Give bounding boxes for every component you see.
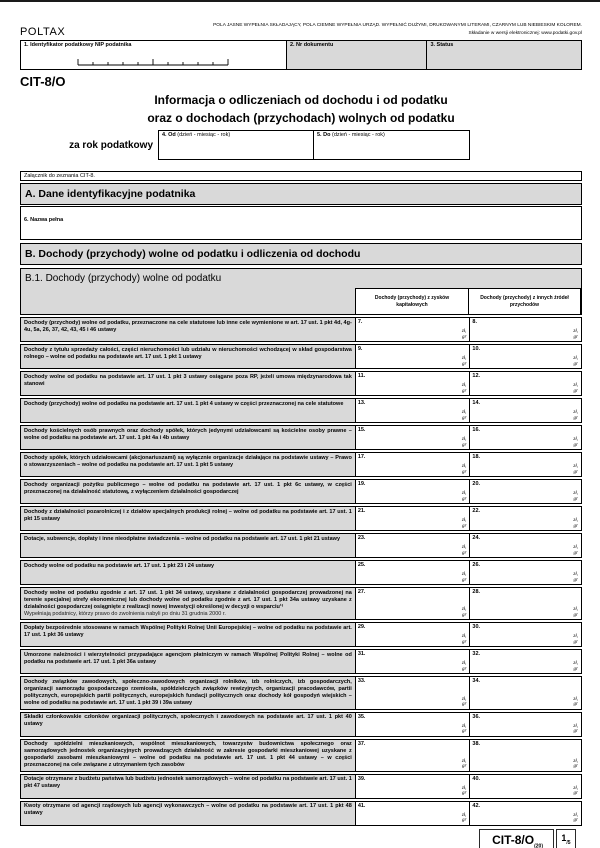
currency-unit: zł, gr — [573, 572, 578, 583]
cell-number: 8. — [472, 319, 477, 326]
row-label — [21, 561, 356, 584]
amount-cell[interactable] — [356, 372, 470, 395]
table-row — [20, 398, 582, 423]
row-label-text: Dochody (przychody) wolne od podatku, przeznaczone na cele statutowe lub inne cele wymienione w art. 17 ust. 1 pkt 4d, 4g-4u, 5a, 26, 37, 42, 43, 45 i 46 ustawy — [24, 319, 352, 333]
page-footer — [20, 829, 582, 848]
amount-cell[interactable] — [356, 345, 470, 368]
amount-cell[interactable] — [356, 534, 470, 557]
form-title — [20, 91, 582, 127]
b1-rows — [20, 317, 582, 825]
row-label — [21, 480, 356, 503]
cell-number: 31. — [357, 651, 366, 658]
amount-cell[interactable] — [356, 561, 470, 584]
poltax-logo: POLTAX — [20, 26, 66, 39]
table-row — [20, 317, 582, 342]
amount-cell[interactable] — [469, 561, 581, 584]
amount-cell[interactable] — [356, 507, 470, 530]
amount-cell[interactable] — [469, 775, 581, 798]
cell-number: 14. — [472, 400, 481, 407]
table-row — [20, 587, 582, 620]
currency-unit: zł, gr — [461, 607, 467, 618]
row-label-text: Dochody spółdzielni mieszkaniowych, wspólnot mieszkaniowych, towarzystw budownictwa społecznego oraz samorządowych jednostek organizacyjnych prowadzących działalność w zakresie gospodarki mieszkaniowej uzyskane z gospodarki zasobami mieszkaniowymi – wolne od podatku na podstawie art. 17 ust. 1 pkt 44 ustawy – w części przeznaczonej na cele związane z utrzymaniem tych zasobów — [24, 741, 352, 769]
cell-number: 30. — [472, 624, 481, 631]
date-to-field[interactable] — [314, 131, 469, 159]
currency-unit: zł, gr — [461, 383, 467, 394]
table-row — [20, 479, 582, 504]
cell-number: 40. — [472, 775, 481, 782]
page-number-badge: $1_{/5}$ — [556, 829, 576, 848]
cell-number: 37. — [357, 740, 366, 747]
section-b1-block — [20, 268, 582, 315]
currency-unit: zł, gr — [461, 437, 467, 448]
amount-cell[interactable] — [469, 588, 581, 619]
row-label-text: Umorzone należności i wierzytelności przypadające agencjom płatniczym w ramach Wspólnej Polityki Rolnej – wolne od podatku na podstawie art. 17 ust. 1 pkt 36a ustawy — [24, 651, 352, 665]
currency-unit: zł, gr — [573, 696, 578, 708]
full-name-label: 6. Nazwa pełna — [24, 217, 64, 224]
cell-number: 10. — [472, 346, 481, 353]
cell-number: 16. — [472, 427, 481, 434]
row-label — [21, 507, 356, 530]
amount-cell[interactable] — [469, 372, 581, 395]
amount-cell[interactable] — [356, 802, 470, 825]
nip-field[interactable] — [20, 40, 287, 70]
status-field — [427, 40, 582, 70]
tax-year-period — [158, 130, 470, 160]
cell-number: 25. — [357, 562, 366, 569]
currency-unit: zł, gr — [461, 696, 467, 708]
amount-cell[interactable] — [356, 318, 470, 341]
amount-cell[interactable] — [356, 740, 470, 771]
currency-unit: zł, gr — [461, 785, 467, 797]
row-label-text: Dochody spółek, których udziałowcami (akcjonariuszami) są wyłącznie organizacje działające na podstawie ustawy – Prawo o stowarzyszeniach – wolne od podatku na podstawie art. 17 ust. 1 pkt 5 ustawy — [24, 454, 352, 468]
row-label — [21, 318, 356, 341]
footer-form-code: CIT-$8/O_{(20)}$ — [479, 829, 554, 848]
cell-number: 39. — [357, 775, 366, 782]
table-row — [20, 739, 582, 772]
date-to-hint: (dzień - miesiąc - rok) — [331, 132, 385, 139]
cell-number: 12. — [472, 373, 481, 380]
cell-number: 36. — [472, 713, 481, 720]
cell-number: 7. — [357, 319, 363, 326]
row-label-text: Dotacje, subwencje, dopłaty i inne nieodpłatne świadczenia – wolne od podatku na podstawie art. 17 ust. 1 pkt 21 ustawy — [24, 535, 341, 542]
currency-unit: zł, gr — [573, 410, 578, 421]
currency-unit: zł, gr — [461, 758, 467, 770]
cell-number: 23. — [357, 535, 366, 542]
amount-cell[interactable] — [469, 802, 581, 825]
currency-unit: zł, gr — [573, 437, 578, 448]
amount-cell[interactable] — [469, 623, 581, 646]
currency-unit: zł, gr — [461, 491, 467, 502]
tax-year-row — [20, 130, 582, 160]
cell-number: 9. — [357, 346, 363, 353]
row-label-note: Wypełniają podatnicy, którzy prawo do zwolnienia nabyli po dniu 31 grudnia 2000 r. — [24, 610, 226, 617]
form-code-heading: CIT-8/O — [20, 74, 66, 90]
row-label — [21, 399, 356, 422]
row-label — [21, 650, 356, 673]
cell-number: 26. — [472, 562, 481, 569]
row-label — [21, 426, 356, 449]
cell-number: 15. — [357, 427, 366, 434]
row-label-text: Dochody wolne od podatku na podstawie art. 17 ust. 1 pkt 23 i 24 ustawy — [24, 562, 215, 569]
row-label — [21, 453, 356, 476]
cell-number: 20. — [472, 481, 481, 488]
currency-unit: zł, gr — [461, 723, 467, 735]
cell-number: 18. — [472, 454, 481, 461]
row-label — [21, 534, 356, 557]
cell-number: 34. — [472, 678, 481, 685]
currency-unit: zł, gr — [573, 491, 578, 502]
attachment-note: Załącznik do zeznania CIT-8. — [20, 171, 582, 181]
row-label — [21, 372, 356, 395]
currency-unit: zł, gr — [573, 329, 578, 340]
form-title-line-1: Informacja o odliczeniach od dochodu i od podatku — [154, 93, 448, 108]
row-label — [21, 802, 356, 825]
row-label — [21, 775, 356, 798]
row-label-text: Kwoty otrzymane od agencji rządowych lub agencji wykonawczych – wolne od podatku na podstawie art. 17 ust. 1 pkt 48 ustawy — [24, 803, 352, 817]
nip-label: 1. Identyfikator podatkowy NIP podatnika — [24, 42, 132, 49]
cell-number: 38. — [472, 740, 481, 747]
amount-cell[interactable] — [469, 399, 581, 422]
row-label-text: Dotacje otrzymane z budżetu państwa lub budżetu jednostek samorządowych – wolne od podatku na podstawie art. 17 ust. 1 pkt 47 ustawy — [24, 776, 352, 790]
column-header-capital-gains: Dochody (przychody) z zysków kapitałowych — [355, 288, 469, 314]
cell-number: 27. — [357, 589, 366, 596]
amount-cell[interactable] — [469, 453, 581, 476]
cell-number: 35. — [357, 713, 366, 720]
row-label-text: Składki członkowskie członków organizacji politycznych, społecznych i zawodowych na podstawie art. 17 ust. 1 pkt 40 ustawy — [24, 714, 352, 728]
amount-cell[interactable] — [469, 507, 581, 530]
cell-number: 19. — [357, 481, 366, 488]
instruction-line-1: POLA JASNE WYPEŁNIA SKŁADAJĄCY, POLA CIEMNE WYPEŁNIA URZĄD. WYPEŁNIĆ DUŻYMI, DRUKOWANYMI LITERAMI, CZARNYM LUB NIEBIESKIM KOLOREM. — [213, 23, 582, 28]
row-label-text: Dochody z działalności pozarolniczej i z działów specjalnych produkcji rolnej – wolne od podatku na podstawie art. 17 ust. 1 pkt 15 ustawy — [24, 508, 352, 522]
row-label — [21, 345, 356, 368]
amount-cell[interactable] — [469, 345, 581, 368]
row-label-text: Dochody wolne od podatku zgodnie z art. 17 ust. 1 pkt 34 ustawy, uzyskane z działalności gospodarczej prowadzonej na terenie specjalnej strefy ekonomicznej lub dochody wolne od podatku zgodnie z art. 17 ust. 1 pkt 34a ustawy uzyskane z działalności gospodarczej osiągnięte z realizacji nowej inwestycji określonej w decyzji o wsparciu¹⁾ — [24, 589, 352, 610]
date-from-label: 4. Od — [162, 132, 176, 139]
instruction-line-2: Składanie w wersji elektronicznej: www.podatki.gov.pl — [468, 31, 582, 37]
cell-number: 42. — [472, 802, 481, 809]
page-total: /5 — [566, 839, 571, 846]
section-a-header: A. Dane identyfikacyjne podatnika — [20, 183, 582, 205]
cell-number: 24. — [472, 535, 481, 542]
currency-unit: zł, gr — [461, 545, 467, 556]
amount-cell[interactable] — [469, 650, 581, 673]
tax-year-label: za rok podatkowy — [69, 139, 153, 151]
table-row — [20, 452, 582, 477]
amount-cell[interactable] — [356, 623, 470, 646]
date-from-field[interactable] — [159, 131, 314, 159]
currency-unit: zł, gr — [461, 661, 467, 672]
page-header — [20, 22, 582, 38]
cell-number: 13. — [357, 400, 366, 407]
amount-cell[interactable] — [469, 480, 581, 503]
cell-number: 32. — [472, 651, 481, 658]
table-row — [20, 371, 582, 396]
amount-cell[interactable] — [356, 775, 470, 798]
amount-cell[interactable] — [356, 399, 470, 422]
row-label — [21, 623, 356, 646]
cell-number: 33. — [357, 678, 366, 685]
currency-unit: zł, gr — [461, 464, 467, 475]
currency-unit: zł, gr — [461, 812, 467, 824]
amount-cell[interactable] — [469, 740, 581, 771]
amount-cell[interactable] — [356, 713, 470, 736]
row-label-text: Dochody (przychody) wolne od podatku na podstawie art. 17 ust. 1 pkt 4 ustawy w części przeznaczonej na cele statutowe — [24, 400, 344, 407]
row-label — [21, 677, 356, 708]
amount-cell[interactable] — [356, 453, 470, 476]
table-row — [20, 344, 582, 369]
amount-cell[interactable] — [469, 426, 581, 449]
b1-column-headers — [21, 288, 581, 314]
cell-number: 11. — [357, 373, 366, 380]
cell-number: 41. — [357, 802, 366, 809]
table-row — [20, 622, 582, 647]
table-row — [20, 506, 582, 531]
currency-unit: zł, gr — [573, 518, 578, 529]
currency-unit: zł, gr — [573, 661, 578, 672]
status-label: 3. Status — [430, 42, 454, 49]
currency-unit: zł, gr — [573, 356, 578, 367]
currency-unit: zł, gr — [573, 758, 578, 770]
currency-unit: zł, gr — [461, 356, 467, 367]
document-number-label: 2. Nr dokumentu — [289, 42, 334, 49]
currency-unit: zł, gr — [573, 464, 578, 475]
currency-unit: zł, gr — [573, 634, 578, 645]
amount-cell[interactable] — [469, 534, 581, 557]
amount-cell[interactable] — [356, 677, 470, 708]
currency-unit: zł, gr — [461, 634, 467, 645]
currency-unit: zł, gr — [573, 383, 578, 394]
row-label-text: Dochody organizacji pożytku publicznego – wolne od podatku na podstawie art. 17 ust. 1 pkt 6c ustawy, w części przeznaczonej na działalność statutową, z wyłączeniem działalności gospodarczej — [24, 481, 352, 495]
amount-cell[interactable] — [469, 677, 581, 708]
row-label — [21, 740, 356, 771]
currency-unit: zł, gr — [573, 545, 578, 556]
full-name-field[interactable] — [20, 206, 582, 240]
currency-unit: zł, gr — [573, 785, 578, 797]
table-row — [20, 560, 582, 585]
row-label-text: Dochody związków zawodowych, społeczno-zawodowych organizacji rolników, izb rolniczych, izb gospodarczych, organizacji samorządu gospodarczego rzemiosła, spółdzielczych związków rewizyjnych, organizacji pracodawców, partii politycznych, europejskich partii politycznych, europejskich fundacji politycznych oraz dochody kół gospodyń wiejskich – wolne od podatku na podstawie art. 17 ust. 1 pkt 39 i 39a ustawy — [24, 678, 352, 706]
date-from-hint: (dzień - miesiąc - rok) — [177, 132, 231, 139]
section-b1-header: B.1. Dochody (przychody) wolne od podatku — [25, 273, 222, 285]
row-label-text: Dochody wolne od podatku na podstawie art. 17 ust. 1 pkt 3 ustawy osiągane poza RP, jeżeli umowa międzynarodowa tak stanowi — [24, 373, 352, 387]
table-row — [20, 712, 582, 737]
nip-input-ruler[interactable] — [73, 57, 233, 66]
table-row — [20, 649, 582, 674]
currency-unit: zł, gr — [461, 410, 467, 421]
row-label-text: Dopłaty bezpośrednie stosowane w ramach Wspólnej Polityki Rolnej Unii Europejskiej – wolne od podatku na podstawie art. 17 ust. 1 pkt 36 ustawy — [24, 624, 352, 638]
row-label-text: Dochody kościelnych osób prawnych oraz dochody spółek, których jedynymi udziałowcami są kościelne osoby prawne – wolne od podatku na podstawie art. 17 ust. 1 pkt 4a i 4b ustawy — [24, 427, 352, 441]
cell-number: 28. — [472, 589, 481, 596]
row-label-text: Dochody z tytułu sprzedaży całości, części nieruchomości lub udziału w nieruchomości wchodzącej w skład gospodarstwa rolnego – wolne od podatku na podstawie art. 17 ust. 1 pkt 1 ustawy — [24, 346, 352, 360]
table-row — [20, 774, 582, 799]
cell-number: 17. — [357, 454, 366, 461]
currency-unit: zł, gr — [461, 572, 467, 583]
cell-number: 22. — [472, 508, 481, 515]
amount-cell[interactable] — [469, 713, 581, 736]
cell-number: 21. — [357, 508, 366, 515]
amount-cell[interactable] — [356, 426, 470, 449]
amount-cell[interactable] — [356, 650, 470, 673]
amount-cell[interactable] — [469, 318, 581, 341]
filling-instructions — [213, 22, 582, 38]
table-row — [20, 425, 582, 450]
section-b-header: B. Dochody (przychody) wolne od podatku i odliczenia od dochodu — [20, 243, 582, 265]
form-title-line-2: oraz o dochodach (przychodach) wolnych od podatku — [147, 111, 455, 126]
identification-row — [20, 40, 582, 70]
currency-unit: zł, gr — [461, 518, 467, 529]
row-label — [21, 588, 356, 619]
table-row — [20, 533, 582, 558]
table-row — [20, 801, 582, 826]
currency-unit: zł, gr — [573, 812, 578, 824]
column-header-other-sources: Dochody (przychody) z innych źródeł przychodów — [469, 288, 581, 314]
currency-unit: zł, gr — [461, 329, 467, 340]
date-to-label: 5. Do — [317, 132, 331, 139]
amount-cell[interactable] — [356, 480, 470, 503]
currency-unit: zł, gr — [573, 607, 578, 618]
amount-cell[interactable] — [356, 588, 470, 619]
row-label — [21, 713, 356, 736]
table-row — [20, 676, 582, 709]
footer-form-version: (20) — [534, 843, 543, 848]
document-number-field — [287, 40, 428, 70]
cell-number: 29. — [357, 624, 366, 631]
currency-unit: zł, gr — [573, 723, 578, 735]
